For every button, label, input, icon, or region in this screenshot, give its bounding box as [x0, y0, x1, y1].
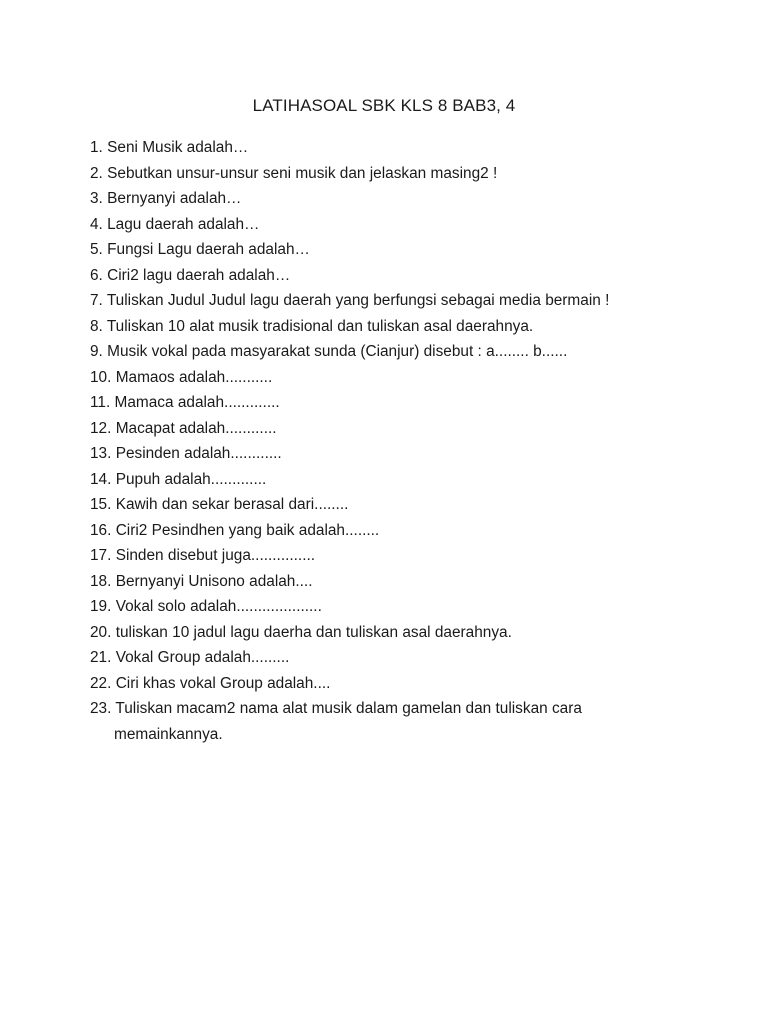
question-item [90, 671, 650, 697]
question-number: 17. [90, 547, 112, 564]
question-item [90, 569, 650, 595]
question-item [90, 390, 650, 416]
question-list [90, 135, 650, 747]
question-item [90, 263, 650, 289]
question-number: 1. [90, 139, 103, 156]
question-item [90, 161, 650, 187]
question-number: 21. [90, 649, 112, 666]
question-text: Kawih dan sekar berasal dari........ [115, 496, 349, 513]
question-text: Vokal solo adalah.................... [115, 598, 322, 615]
question-item [90, 543, 650, 569]
question-item [90, 186, 650, 212]
question-item [90, 645, 650, 671]
question-number: 3. [90, 190, 103, 207]
question-text: Tuliskan macam2 nama alat musik dalam gamelan dan tuliskan cara [115, 700, 582, 717]
question-text: Pesinden adalah............ [115, 445, 282, 462]
question-text: Bernyanyi Unisono adalah.... [115, 572, 313, 590]
question-number: 6. [90, 266, 103, 284]
question-number: 8. [90, 317, 103, 335]
question-text: tuliskan 10 jadul lagu daerha dan tuliskan asal daerahnya. [115, 623, 512, 641]
question-number: 11. [90, 394, 111, 411]
question-number: 5. [90, 241, 103, 258]
question-item [90, 594, 650, 620]
question-item [90, 339, 650, 365]
question-number: 13. [90, 445, 112, 462]
question-item [90, 620, 650, 646]
question-item [90, 135, 650, 161]
question-number: 23. [90, 700, 112, 717]
question-item [90, 237, 650, 263]
question-number: 20. [90, 623, 112, 641]
question-text: Ciri2 Pesindhen yang baik adalah........ [115, 521, 380, 539]
question-number: 16. [90, 521, 112, 539]
question-text: Fungsi Lagu daerah adalah… [107, 241, 310, 258]
question-text: Lagu daerah adalah… [107, 215, 260, 233]
question-text: Pupuh adalah............. [115, 470, 267, 488]
question-text: Ciri2 lagu daerah adalah… [107, 266, 291, 284]
question-number: 7. [90, 292, 103, 309]
question-item [90, 467, 650, 493]
question-item [90, 441, 650, 467]
question-text: Bernyanyi adalah… [107, 190, 242, 207]
question-number: 2. [90, 164, 103, 182]
question-item [90, 212, 650, 238]
question-text: Tuliskan Judul Judul lagu daerah yang berfungsi sebagai media bermain ! [106, 292, 610, 309]
question-text: Sebutkan unsur-unsur seni musik dan jelaskan masing2 ! [107, 164, 498, 182]
question-number: 4. [90, 215, 103, 233]
question-number: 19. [90, 598, 112, 615]
question-text: Mamaos adalah........... [115, 368, 273, 386]
question-number: 18. [90, 572, 112, 590]
question-number: 10. [90, 368, 112, 386]
question-item [90, 365, 650, 391]
question-text: Ciri khas vokal Group adalah.... [115, 674, 331, 692]
question-text: Seni Musik adalah… [107, 139, 249, 156]
question-item [90, 518, 650, 544]
document-title: LATIHASOAL SBK KLS 8 BAB3, 4 [252, 96, 516, 115]
question-text: Macapat adalah............ [115, 419, 277, 437]
question-item [90, 696, 650, 747]
question-item [90, 288, 650, 314]
question-number: 14. [90, 470, 112, 488]
question-text: Mamaca adalah............. [114, 394, 280, 411]
question-item [90, 416, 650, 442]
question-text: Tuliskan 10 alat musik tradisional dan tuliskan asal daerahnya. [106, 317, 534, 335]
question-number: 15. [90, 496, 112, 513]
question-item [90, 492, 650, 518]
question-text: Sinden disebut juga............... [115, 547, 316, 564]
question-text-continuation: memainkannya. [114, 725, 223, 743]
question-number: 22. [90, 674, 112, 692]
question-number: 9. [90, 343, 103, 360]
question-number: 12. [90, 419, 112, 437]
question-item [90, 314, 650, 340]
question-text: Musik vokal pada masyarakat sunda (Cianjur) disebut : a........ b...... [107, 343, 568, 360]
question-text: Vokal Group adalah......... [115, 649, 290, 666]
